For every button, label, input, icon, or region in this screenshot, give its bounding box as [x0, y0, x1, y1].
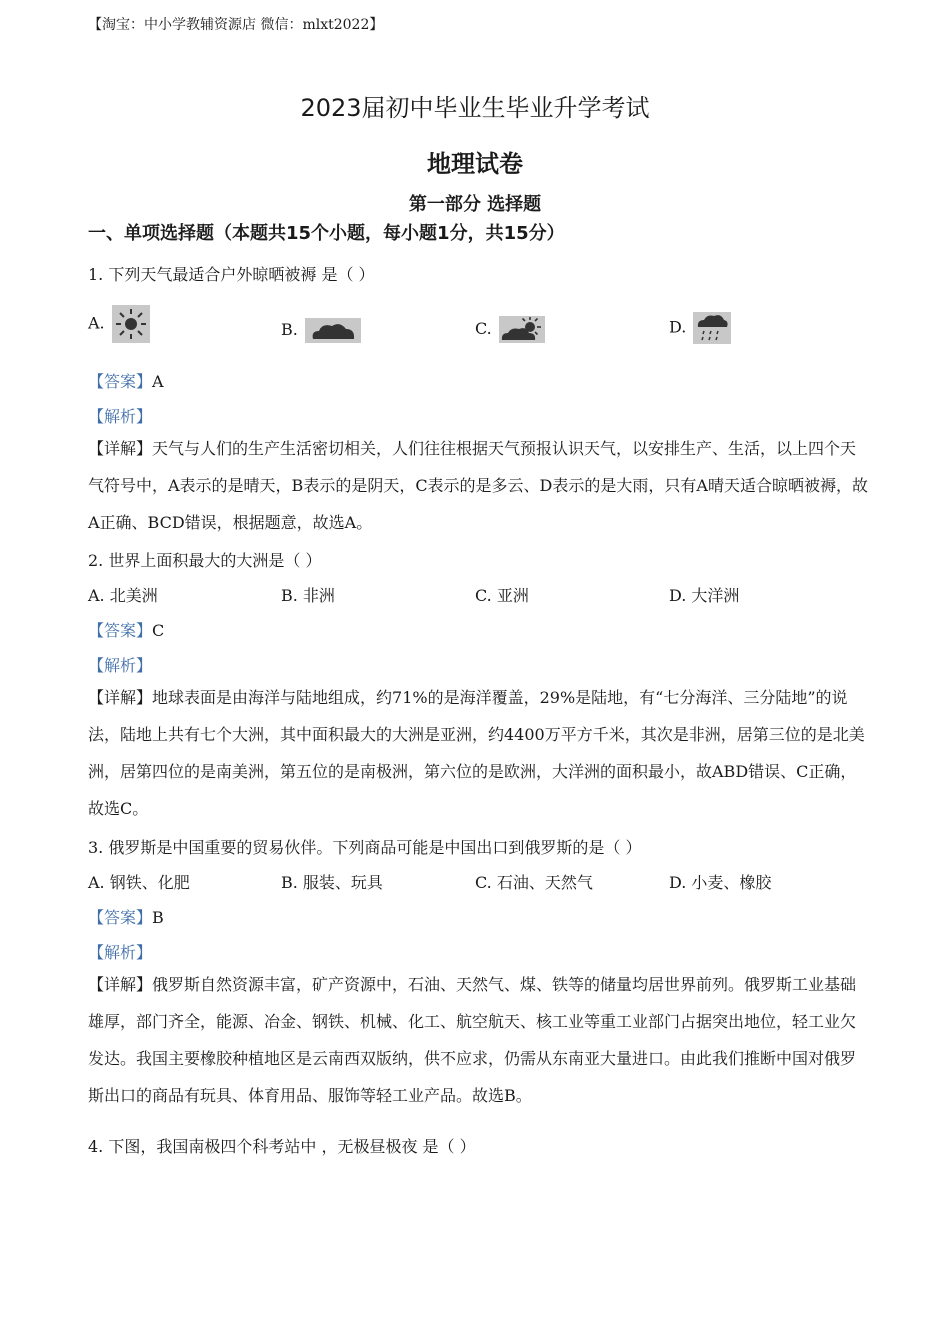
answer-value: C	[152, 621, 165, 640]
question-2-stem: 2. 世界上面积最大的大洲是（ ）	[88, 551, 322, 570]
detail-tag: 【详解】	[88, 439, 153, 458]
answer-tag: 【答案】	[88, 621, 153, 640]
q3-answer	[88, 905, 164, 928]
exam-subtitle: 地理试卷	[427, 150, 523, 178]
q2-option-a: A. 北美洲	[88, 586, 158, 605]
q2-answer	[88, 618, 164, 641]
q2-option-c: C. 亚洲	[475, 586, 529, 605]
q3-option-b: B. 服装、玩具	[281, 873, 383, 892]
overcast-icon	[305, 318, 361, 343]
option-label: B.	[281, 320, 298, 339]
detail-text: 地球表面是由海洋与陆地组成，约71%的是海洋覆盖，29%是陆地，有“七分海洋、三分陆地”的说法，陆地上共有七个大洲，其中面积最大的大洲是亚洲，约4400万平方千米，其次是非洲，居第三位的是北美洲，居第四位的是南美洲，第五位的是南极洲，第六位的是欧洲，大洋洲的面积最小，故ABD错误、C正确，故选C。	[88, 688, 865, 818]
q1-answer	[88, 369, 164, 392]
answer-value: B	[152, 908, 164, 927]
q1-detail	[88, 430, 868, 541]
option-label: C.	[475, 319, 492, 338]
question-3-stem: 3. 俄罗斯是中国重要的贸易伙伴。下列商品可能是中国出口到俄罗斯的是（ ）	[88, 838, 642, 857]
q3-option-d: D. 小麦、橡胶	[669, 873, 772, 892]
q1-option-d	[669, 312, 731, 344]
q2-detail	[88, 679, 868, 827]
sunny-icon	[112, 305, 150, 343]
q2-option-b: B. 非洲	[281, 586, 335, 605]
q3-option-a: A. 钢铁、化肥	[88, 873, 190, 892]
answer-tag: 【答案】	[88, 908, 153, 927]
exam-title: 2023届初中毕业生毕业升学考试	[300, 94, 650, 122]
question-4-stem: 4. 下图，我国南极四个科考站中 ，无极昼极夜 是（ ）	[88, 1137, 476, 1156]
option-label: D.	[669, 317, 687, 337]
q1-analysis-tag: 【解析】	[88, 407, 153, 426]
detail-text: 俄罗斯自然资源丰富，矿产资源中，石油、天然气、煤、铁等的储量均居世界前列。俄罗斯工业基础雄厚，部门齐全，能源、冶金、钢铁、机械、化工、航空航天、核工业等重工业部门占据突出地位，轻工业欠发达。我国主要橡胶种植地区是云南西双版纳，供不应求，仍需从东南亚大量进口。由此我们推断中国对俄罗斯出口的商品有玩具、体育用品、服饰等轻工业产品。故选B。	[88, 975, 857, 1105]
section-title: 一、单项选择题（本题共15个小题，每小题1分，共15分）	[88, 223, 565, 244]
detail-tag: 【详解】	[88, 975, 153, 994]
heavy-rain-icon	[693, 312, 731, 344]
detail-text: 天气与人们的生产生活密切相关，人们往往根据天气预报认识天气，以安排生产、生活，以上四个天气符号中，A表示的是晴天，B表示的是阴天，C表示的是多云、D表示的是大雨，只有A晴天适合晾晒被褥，故A正确、BCD错误，根据题意，故选A。	[88, 439, 868, 532]
part-title: 第一部分 选择题	[408, 194, 542, 215]
q1-option-b	[281, 318, 361, 343]
header-note: 【淘宝：中小学教辅资源店 微信：mlxt2022】	[88, 17, 384, 33]
q1-option-c	[475, 316, 545, 343]
option-label: A.	[88, 313, 105, 333]
detail-tag: 【详解】	[88, 688, 153, 707]
q2-option-d: D. 大洋洲	[669, 586, 740, 605]
q3-option-c: C. 石油、天然气	[475, 873, 593, 892]
q3-analysis-tag: 【解析】	[88, 943, 153, 962]
answer-tag: 【答案】	[88, 372, 153, 391]
partly-cloudy-icon	[499, 316, 545, 343]
answer-value: A	[152, 372, 164, 391]
question-1-stem: 1. 下列天气最适合户外晾晒被褥 是（ ）	[88, 265, 375, 284]
q3-detail	[88, 966, 868, 1114]
q2-analysis-tag: 【解析】	[88, 656, 153, 675]
q1-option-a	[88, 305, 150, 343]
